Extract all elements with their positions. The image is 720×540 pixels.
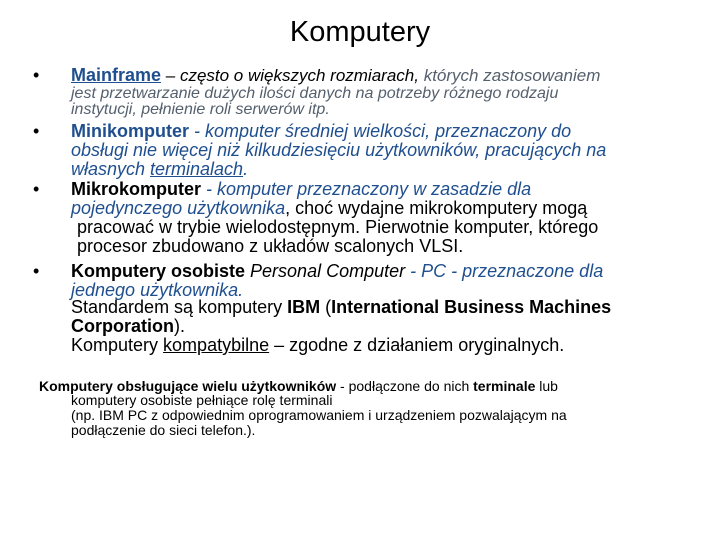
mainframe-term[interactable]: Mainframe — [71, 65, 162, 85]
mainframe-line-3: instytucji, pełnienie roli serwerów itp. — [71, 101, 330, 118]
minikomputer-sep: - — [189, 121, 206, 141]
ibm-corporation: Corporation — [71, 316, 174, 336]
mikrokomputer-line-3: pracować w trybie wielodostępnym. Pierwotnie komputer, którego — [77, 217, 599, 237]
mikrokomputer-line-4: procesor zbudowano z układów scalonych VLSI. — [77, 236, 464, 256]
minikomputer-desc: komputer średniej wielkości, przeznaczony do — [205, 121, 572, 141]
mainframe-dash: – — [161, 66, 180, 85]
terminalach-link[interactable]: terminalach — [150, 159, 244, 179]
osobiste-paren-close: ). — [174, 316, 185, 336]
mikrokomputer-term: Mikrokomputer — [71, 179, 202, 199]
mikrokomputer-line-2-italic: pojedynczego użytkownika — [71, 198, 286, 218]
footer-terminale: terminale — [473, 378, 536, 394]
mikrokomputer-line-2: , choć wydajne mikrokomputery mogą — [285, 198, 588, 218]
footer-line-2: komputery osobiste pełniące rolę terminali — [71, 392, 333, 408]
minikomputer-line-3: własnych — [71, 159, 151, 179]
kompatybilne-link[interactable]: kompatybilne — [163, 335, 270, 355]
osobiste-line-2: jednego użytkownika. — [71, 280, 244, 300]
osobiste-term-italic: Personal Computer — [250, 261, 406, 281]
footer-term: Komputery obsługujące wielu użytkowników — [39, 378, 337, 394]
bullet-icon: • — [33, 121, 40, 141]
osobiste-term: Komputery osobiste — [71, 261, 251, 281]
mainframe-line-2: jest przetwarzanie dużych ilości danych na potrzeby różnego rodzaju — [71, 85, 559, 102]
osobiste-line-5-rest: – zgodne z działaniem oryginalnych. — [269, 335, 565, 355]
minikomputer-period: . — [243, 159, 249, 179]
ibm-label: IBM — [287, 297, 321, 317]
osobiste-line-3: Standardem są komputery — [71, 297, 288, 317]
footer-text: - podłączone do nich — [336, 378, 474, 394]
page-title: Komputery — [289, 16, 431, 48]
ibm-fullname: International Business Machines — [331, 297, 612, 317]
footer-line-4: podłączenie do sieci telefon.). — [71, 422, 256, 438]
osobiste-paren: ( — [320, 297, 332, 317]
minikomputer-term: Minikomputer — [71, 121, 190, 141]
minikomputer-line-2: obsługi nie więcej niż kilkudziesięciu użytkowników, pracujących na — [71, 140, 607, 160]
bullet-icon: • — [33, 261, 40, 281]
bullet-icon: • — [33, 65, 40, 85]
osobiste-line-5: Komputery — [71, 335, 164, 355]
osobiste-sep: - PC - — [405, 261, 463, 281]
mainframe-desc-2: których zastosowaniem — [423, 66, 601, 85]
footer-text-2: lub — [535, 378, 558, 394]
osobiste-desc: przeznaczone dla — [462, 261, 604, 281]
bullet-icon: • — [33, 179, 40, 199]
footer-line-3: (np. IBM PC z odpowiednim oprogramowaniem i urządzeniem pozwalającym na — [71, 407, 567, 423]
mikrokomputer-desc: komputer przeznaczony w zasadzie dla — [217, 179, 532, 199]
mainframe-desc: często o większych rozmiarach, — [179, 66, 424, 85]
mikrokomputer-sep: - — [201, 179, 218, 199]
